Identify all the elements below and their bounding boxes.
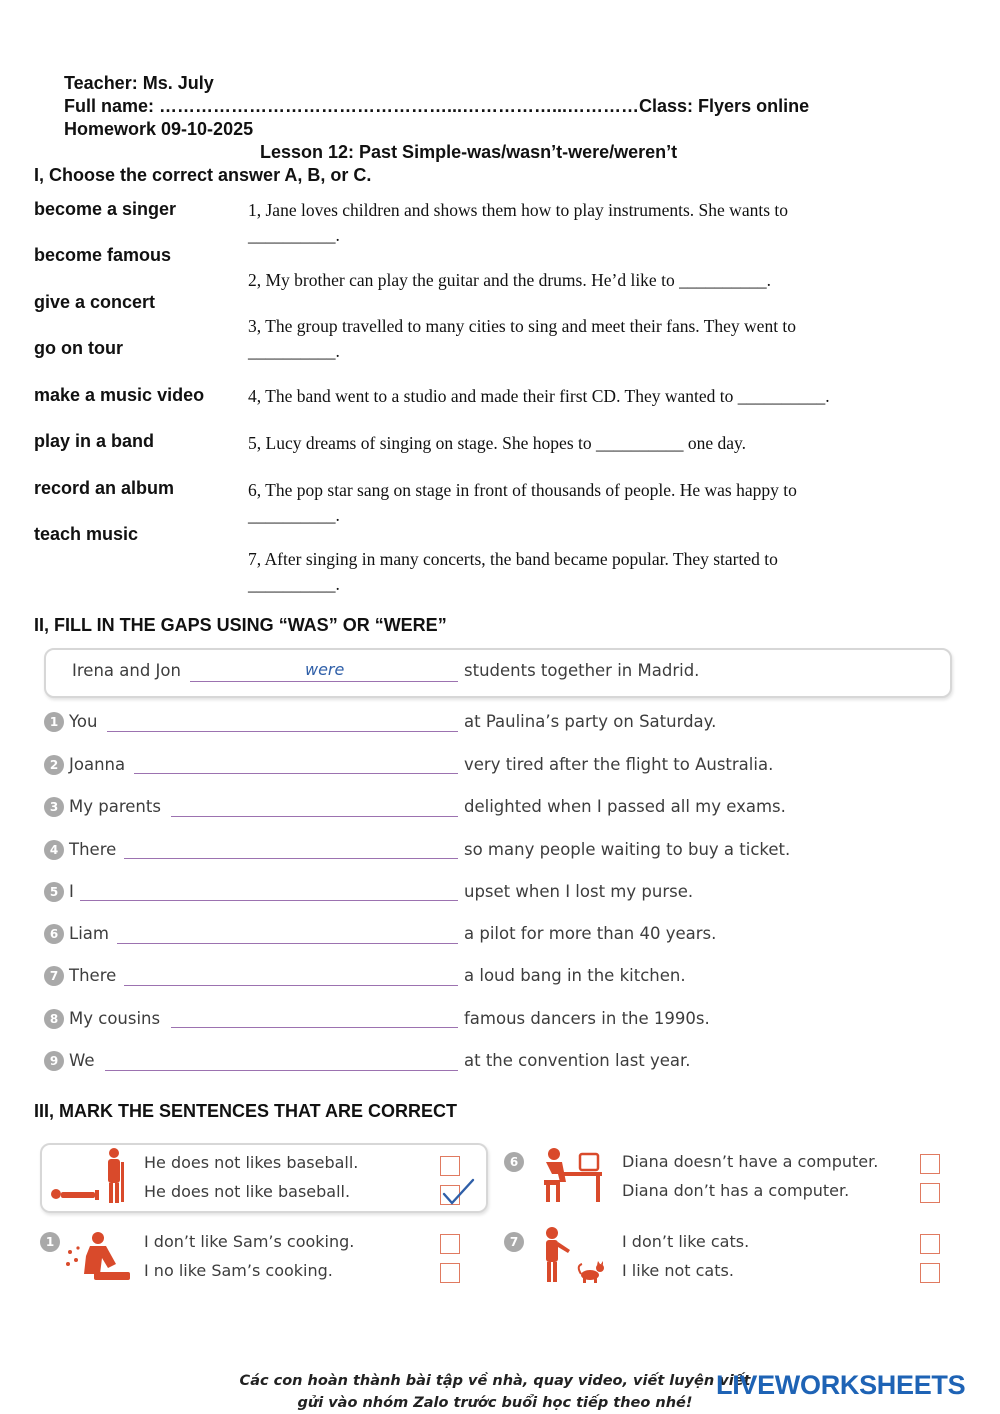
class-label: Class: Flyers online [639, 96, 810, 116]
q1-sentence-a: I don’t like Sam’s cooking. [144, 1232, 355, 1251]
item-rest: delighted when I passed all my exams. [464, 797, 786, 816]
fullname-line [64, 95, 934, 118]
word-option: become famous [34, 245, 172, 265]
word-option: record an album [34, 478, 175, 498]
word-option: play in a band [34, 431, 155, 451]
section1-title: I, Choose the correct answer A, B, or C. [34, 165, 372, 185]
item-subject: You [69, 712, 98, 731]
question-blank: __________. [248, 505, 340, 525]
question-6[interactable] [248, 478, 938, 528]
answer-line-9[interactable] [105, 1070, 458, 1071]
check-mark-icon [440, 1176, 476, 1208]
q1-checkbox-a[interactable] [440, 1234, 460, 1254]
answer-line-7[interactable] [124, 985, 458, 986]
question-text: 6, The pop star sang on stage in front of thousands of people. He was happy to [248, 480, 797, 500]
teacher-line: Teacher: Ms. July [64, 73, 214, 93]
item-rest: a pilot for more than 40 years. [464, 924, 717, 943]
item-number: 1 [44, 712, 64, 732]
item-subject: Liam [69, 924, 109, 943]
item-number: 3 [44, 797, 64, 817]
question-4[interactable] [248, 384, 938, 409]
q7-checkbox-a[interactable] [920, 1234, 940, 1254]
item-number: 8 [44, 1009, 64, 1029]
gap-item-5 [44, 882, 74, 902]
item-rest: at the convention last year. [464, 1051, 691, 1070]
item-number: 7 [44, 966, 64, 986]
question-blank: __________. [248, 341, 340, 361]
example3-checkbox-a[interactable] [440, 1156, 460, 1176]
footer-note [230, 1370, 760, 1414]
item-subject: We [69, 1051, 95, 1070]
answer-line-8[interactable] [171, 1027, 458, 1028]
q6-sentence-a: Diana doesn’t have a computer. [622, 1152, 879, 1171]
item-rest: upset when I lost my purse. [464, 882, 694, 901]
word-option: go on tour [34, 338, 123, 358]
question-text: 5, Lucy dreams of singing on stage. She hopes to __________ one day. [248, 433, 747, 453]
question3-number: 6 [504, 1152, 524, 1172]
item-number: 9 [44, 1051, 64, 1071]
word-option: become a singer [34, 199, 177, 219]
baseball-player-icon [48, 1146, 138, 1208]
q7-sentence-a: I don’t like cats. [622, 1232, 750, 1251]
q1-checkbox-b[interactable] [440, 1263, 460, 1283]
section2-title: II, FILL IN THE GAPS USING “WAS” OR “WERE” [34, 615, 447, 635]
lesson-title: Lesson 12: Past Simple-was/wasn’t-were/weren’t [260, 142, 678, 162]
question-5[interactable] [248, 431, 938, 456]
person-with-cat-icon [538, 1226, 608, 1284]
answer-line-1[interactable] [107, 731, 458, 732]
question-text: 4, The band went to a studio and made their first CD. They wanted to __________. [248, 386, 830, 406]
item-number: 6 [44, 924, 64, 944]
computer-desk-icon [540, 1146, 608, 1204]
footer-line1: Các con hoàn thành bài tập về nhà, quay video, viết luyện viết [239, 1373, 751, 1389]
item-subject: There [69, 966, 117, 985]
question-blank: __________. [248, 225, 340, 245]
q6-sentence-b: Diana don’t has a computer. [622, 1181, 850, 1200]
example3-sentence-a: He does not likes baseball. [144, 1153, 359, 1172]
gap-item-3 [44, 797, 161, 817]
q7-sentence-b: I like not cats. [622, 1261, 734, 1280]
question-2[interactable] [248, 268, 938, 293]
example-subject: Irena and Jon [72, 661, 181, 680]
item-subject: There [69, 840, 117, 859]
item-number: 5 [44, 882, 64, 902]
word-option: teach music [34, 524, 139, 544]
q6-checkbox-b[interactable] [920, 1183, 940, 1203]
sick-person-icon [64, 1230, 134, 1282]
answer-line-5[interactable] [80, 900, 458, 901]
answer-line-3[interactable] [171, 816, 458, 817]
item-rest: a loud bang in the kitchen. [464, 966, 686, 985]
question-text: 3, The group travelled to many cities to sing and meet their fans. They went to [248, 316, 797, 336]
gap-item-7 [44, 966, 116, 986]
answer-line-2[interactable] [134, 773, 458, 774]
q7-checkbox-b[interactable] [920, 1263, 940, 1283]
answer-line-4[interactable] [124, 858, 458, 859]
item-rest: very tired after the flight to Australia. [464, 755, 774, 774]
question-text: 2, My brother can play the guitar and the drums. He’d like to __________. [248, 270, 771, 290]
question-7[interactable] [248, 547, 938, 597]
answer-line-6[interactable] [117, 943, 458, 944]
item-subject: My parents [69, 797, 161, 816]
word-option: give a concert [34, 292, 156, 312]
example3-sentence-b: He does not like baseball. [144, 1182, 351, 1201]
gap-item-1 [44, 712, 97, 732]
q6-checkbox-a[interactable] [920, 1154, 940, 1174]
example-line [190, 681, 458, 682]
example-rest: students together in Madrid. [464, 661, 700, 680]
item-subject: My cousins [69, 1009, 161, 1028]
question-1[interactable] [248, 198, 938, 248]
word-option: make a music video [34, 385, 205, 405]
item-subject: Joanna [69, 755, 126, 774]
question-text: 7, After singing in many concerts, the band became popular. They started to [248, 549, 778, 569]
item-number: 2 [44, 755, 64, 775]
question-3[interactable] [248, 314, 938, 364]
section3-title: III, MARK THE SENTENCES THAT ARE CORRECT [34, 1101, 458, 1121]
footer-line2: gửi vào nhóm Zalo trước buổi học tiếp theo nhé! [297, 1395, 693, 1411]
gap-item-4 [44, 840, 116, 860]
question-text: 1, Jane loves children and shows them how to play instruments. She wants to [248, 200, 788, 220]
item-rest: famous dancers in the 1990s. [464, 1009, 710, 1028]
liveworksheets-logo[interactable]: LIVEWORKSHEETS [716, 1370, 966, 1400]
item-rest: at Paulina’s party on Saturday. [464, 712, 717, 731]
homework-date: Homework 09-10-2025 [64, 119, 254, 139]
gap-item-9 [44, 1051, 95, 1071]
question3-number: 1 [40, 1232, 60, 1252]
q1-sentence-b: I no like Sam’s cooking. [144, 1261, 333, 1280]
fullname-label: Full name: …………………………………………...……………...………… [64, 96, 640, 116]
item-number: 4 [44, 840, 64, 860]
gap-item-6 [44, 924, 109, 944]
gap-item-8 [44, 1009, 160, 1029]
question-blank: __________. [248, 574, 340, 594]
item-subject: I [69, 882, 74, 901]
gap-item-2 [44, 755, 125, 775]
example-answer: were [305, 660, 345, 679]
item-rest: so many people waiting to buy a ticket. [464, 840, 791, 859]
question3-number: 7 [504, 1232, 524, 1252]
